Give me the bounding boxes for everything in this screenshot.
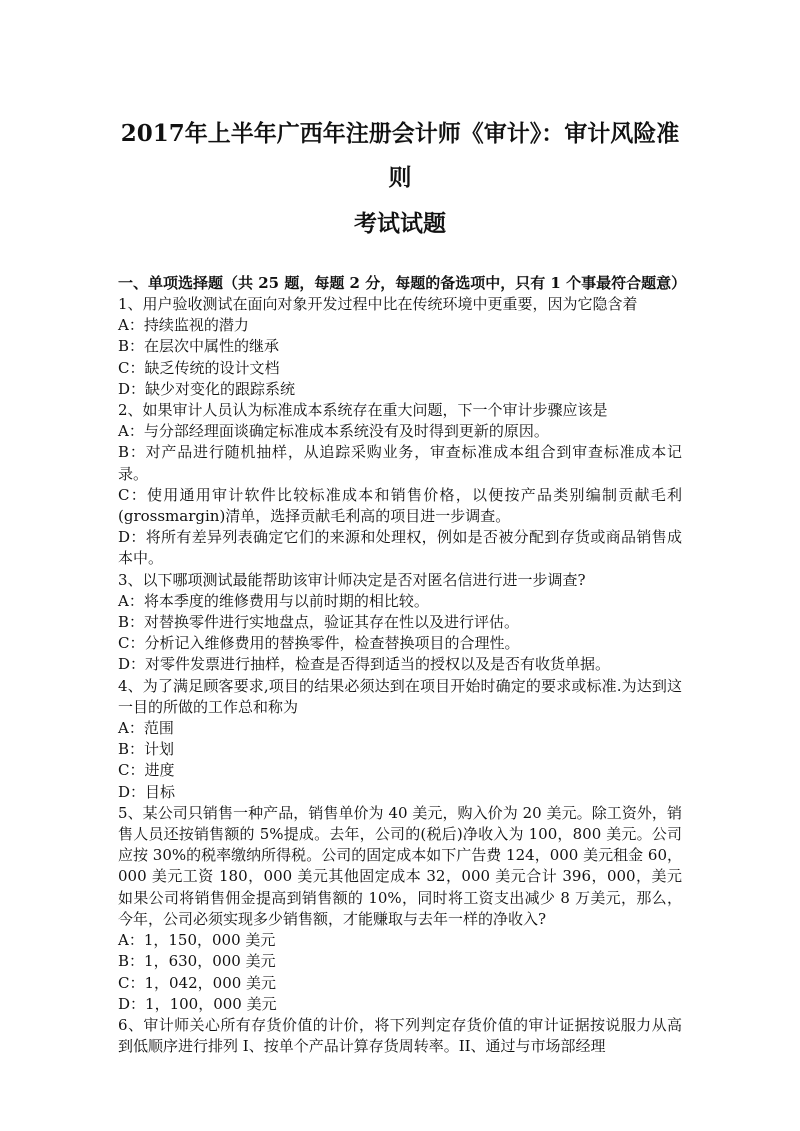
option-b: B：对产品进行随机抽样，从追踪采购业务，审查标准成本组合到审查标准成本记录。	[118, 443, 682, 483]
question-text: 1、用户验收测试在面向对象开发过程中比在传统环境中更重要，因为它隐含着	[118, 295, 638, 313]
option-a: A：与分部经理面谈确定标准成本系统没有及时得到更新的原因。	[118, 422, 549, 441]
question-text: 4、为了满足顾客要求,项目的结果必须达到在项目开始时确定的要求或标准.为达到这一目的所做的工作总和称为	[118, 676, 682, 716]
option-b: B：对替换零件进行实地盘点，验证其存在性以及进行评估。	[118, 613, 520, 632]
question-text: 6、审计师关心所有存货价值的计价，将下列判定存货价值的审计证据按说服力从高到低顺序进行排列 I、按单个产品计算存货周转率。II、通过与市场部经理	[118, 1015, 682, 1056]
question-3	[118, 570, 682, 676]
question-6	[118, 1015, 682, 1057]
option-a: A：范围	[118, 719, 174, 738]
question-4	[118, 676, 682, 803]
option-a: A：1，150，000 美元	[118, 931, 276, 950]
document-title	[118, 112, 682, 246]
option-c: C：进度	[118, 761, 175, 780]
question-5	[118, 803, 682, 1015]
option-b: B：计划	[118, 740, 175, 759]
option-c: C：缺乏传统的设计文档	[118, 358, 280, 377]
option-c: C：分析记入维修费用的替换零件，检查替换项目的合理性。	[118, 634, 520, 653]
option-d: D：对零件发票进行抽样，检查是否得到适当的授权以及是否有收货单据。	[118, 655, 611, 674]
option-b: B：在层次中属性的继承	[118, 337, 280, 356]
option-d: D：缺少对变化的跟踪系统	[118, 379, 296, 398]
option-c: C：1，042，000 美元	[118, 973, 277, 992]
option-d: D：目标	[118, 782, 176, 801]
option-a: A：持续监视的潜力	[118, 316, 249, 335]
question-text: 2、如果审计人员认为标准成本系统存在重大问题，下一个审计步骤应该是	[118, 401, 608, 420]
option-b: B：1，630，000 美元	[118, 952, 276, 971]
option-c: C：使用通用审计软件比较标准成本和销售价格，以便按产品类别编制贡献毛利(grossmargin)清单，选择贡献毛利高的项目进一步调查。	[118, 485, 682, 526]
question-text: 3、以下哪项测试最能帮助该审计师决定是否对匿名信进行进一步调查?	[118, 570, 586, 589]
title-line-1: 2017年上半年广西年注册会计师《审计》：审计风险准则	[120, 120, 680, 191]
question-2	[118, 400, 682, 570]
option-a: A：将本季度的维修费用与以前时期的相比较。	[118, 591, 429, 610]
section-heading: 一、单项选择题（共 25 题，每题 2 分，每题的备选项中，只有 1 个事最符合题意）	[118, 274, 687, 292]
option-d: D：1，100，000 美元	[118, 994, 277, 1013]
title-line-2: 考试试题	[354, 210, 446, 237]
question-text: 5、某公司只销售一种产品，销售单价为 40 美元，购入价为 20 美元。除工资外，销售人员还按销售额的 5%提成。去年，公司的(税后)净收入为 100，800 美元。公司应按 30%的税率缴纳所得税。公司的固定成本如下广告费 124，000 美元租金 60，000 美元工资 180，000 美元其他固定成本 32，000 美元合计 396，000，美元如果公司将销售佣金提高到销售额的 10%，同时将工资支出减少 8 万美元，那么，今年，公司必须实现多少销售额，才能赚取与去年一样的净收入?	[118, 803, 682, 928]
option-d: D：将所有差异列表确定它们的来源和处理权，例如是否被分配到存货或商品销售成本中。	[118, 528, 682, 568]
question-1	[118, 294, 682, 400]
